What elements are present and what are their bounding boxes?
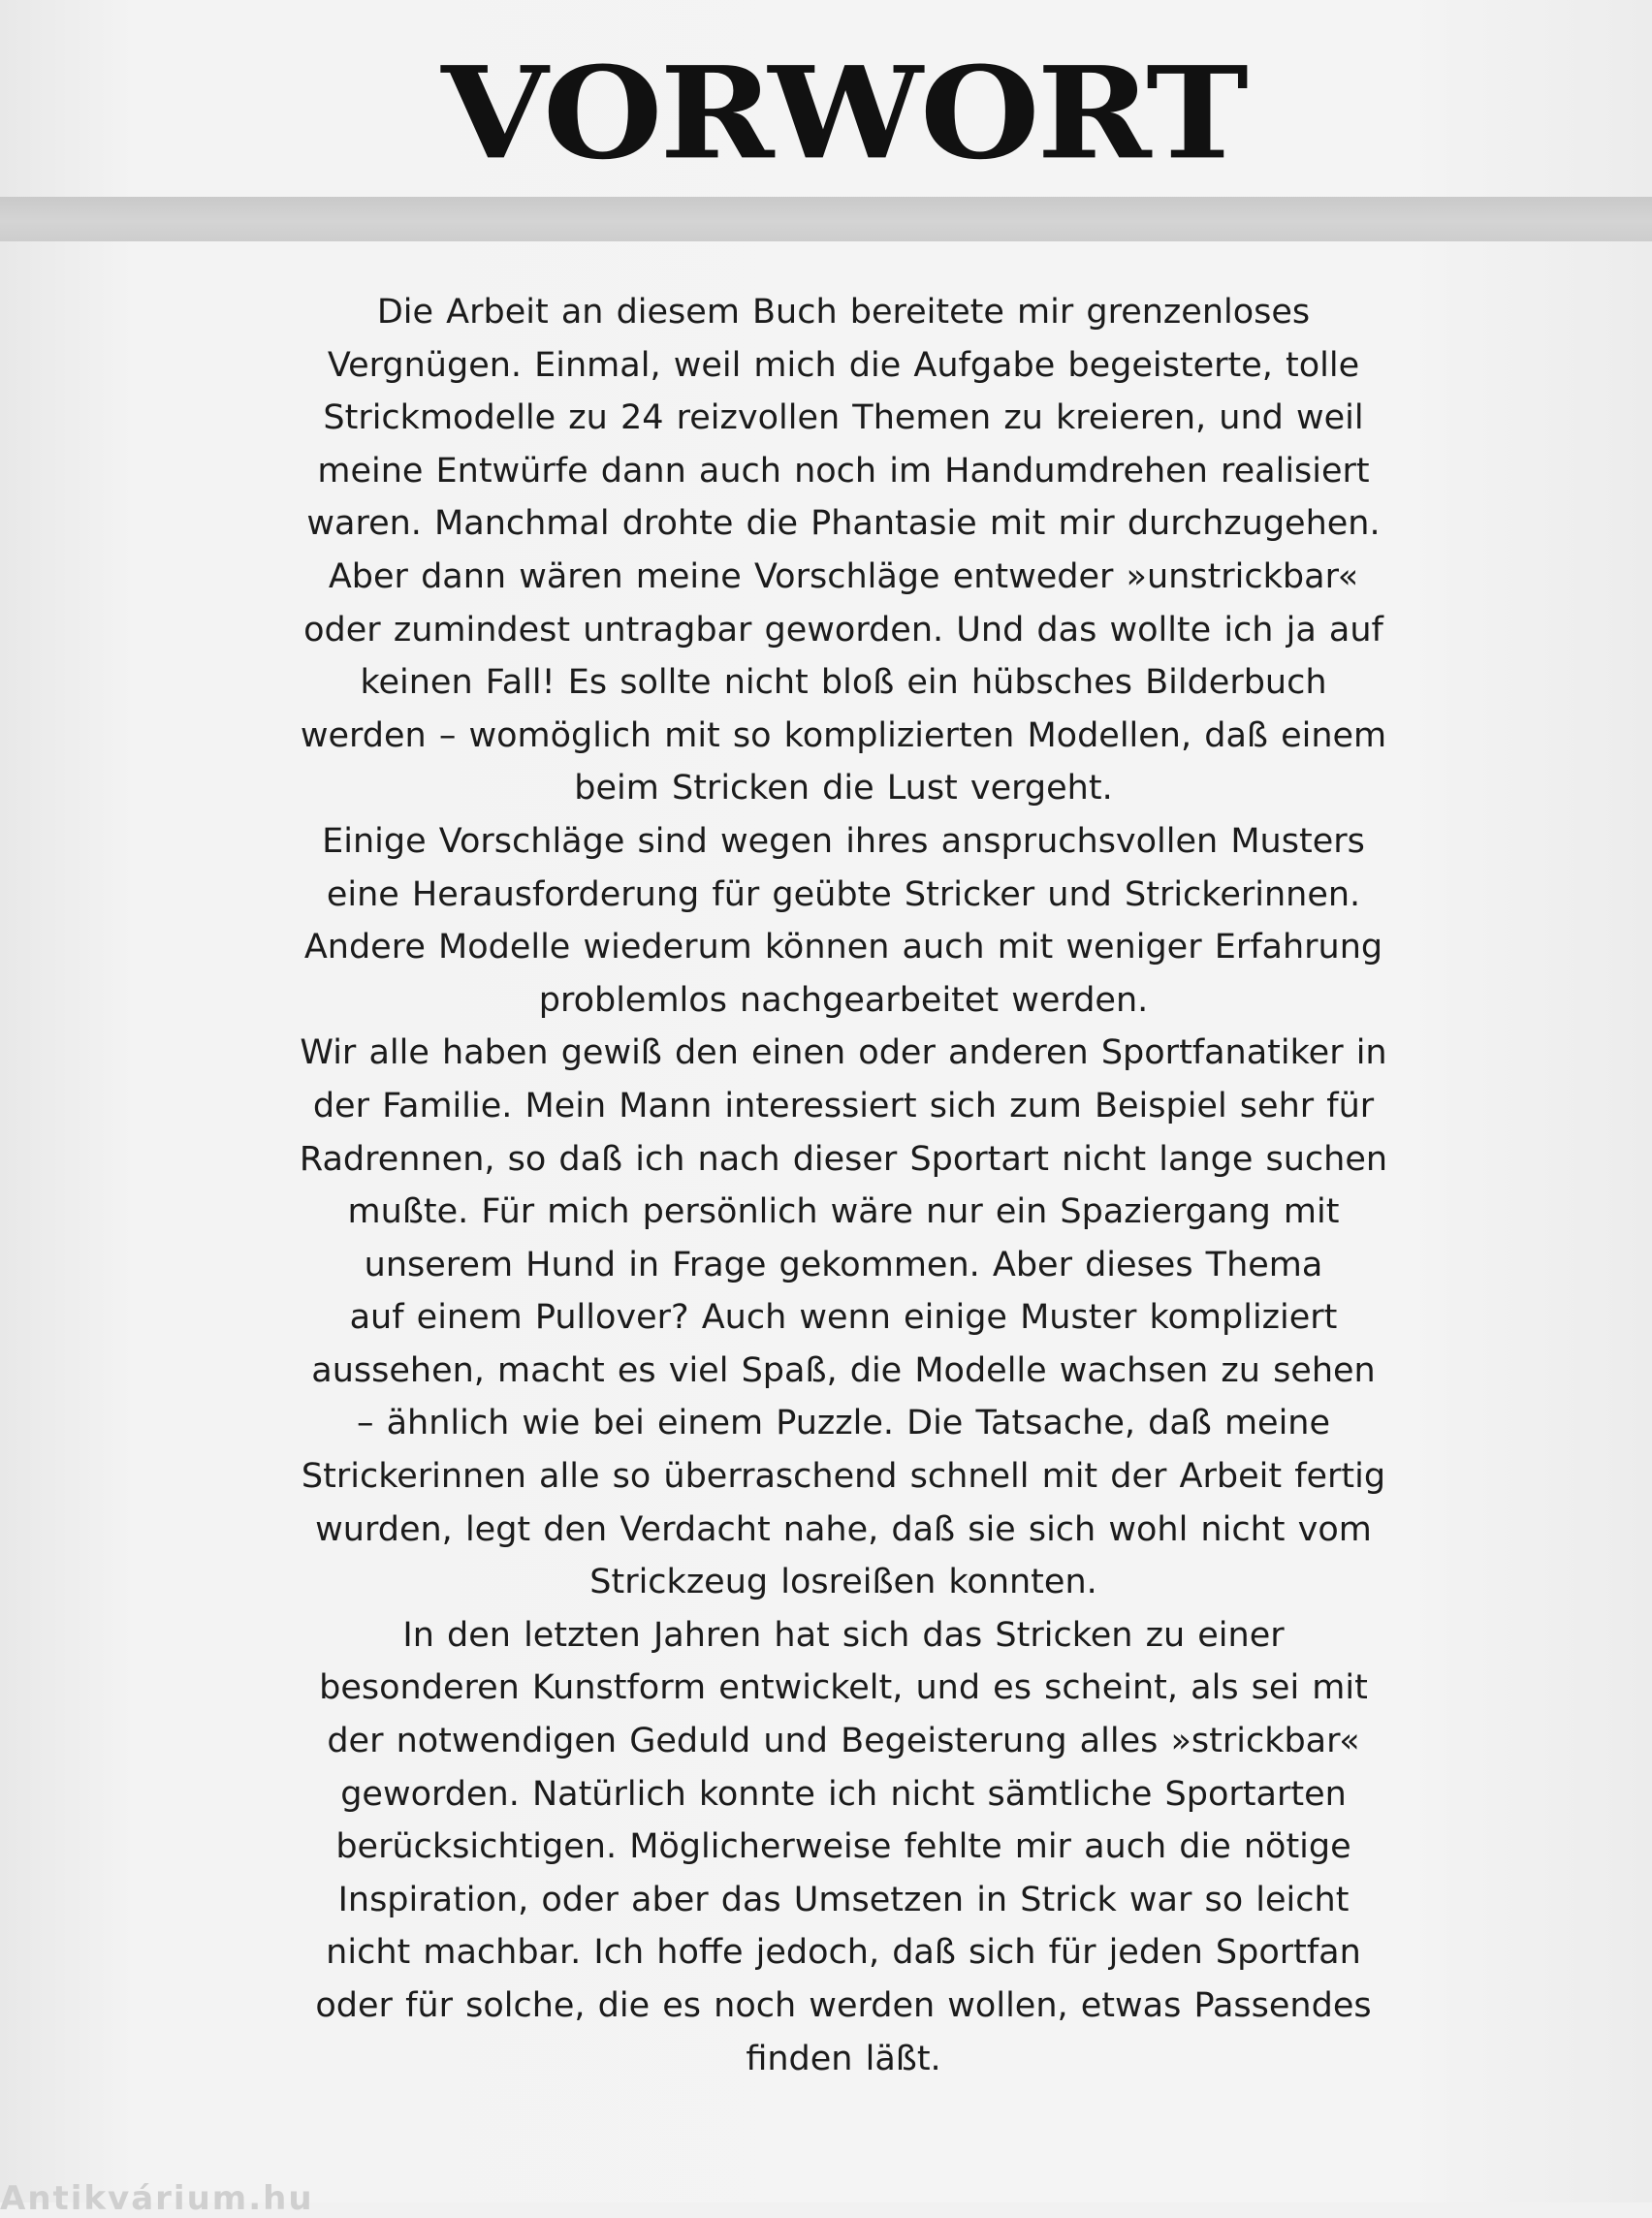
text-line: In den letzten Jahren hat sich das Stricken zu einer	[402, 1615, 1285, 1655]
text-line: der notwendigen Geduld und Begeisterung alles »strickbar«	[327, 1722, 1360, 1761]
text-line: beim Stricken die Lust vergeht.	[574, 769, 1113, 808]
page-title: VORWORT	[441, 39, 1246, 188]
watermark: Antikvárium.hu	[0, 2179, 314, 2218]
text-line: besonderen Kunstform entwickelt, und es scheint, als sei mit	[319, 1668, 1368, 1708]
text-line: Die Arbeit an diesem Buch bereitete mir grenzenloses	[376, 293, 1311, 332]
text-line: problemlos nachgearbeitet werden.	[538, 980, 1149, 1020]
text-line: – ähnlich wie bei einem Puzzle. Die Tatsache, daß meine	[356, 1404, 1331, 1443]
text-line: eine Herausforderung für geübte Stricker und Strickerinnen.	[326, 874, 1361, 914]
text-line: Inspiration, oder aber das Umsetzen in Strick war so leicht	[337, 1880, 1350, 1919]
text-line: Radrennen, so daß ich nach dieser Sportart nicht lange suchen	[299, 1139, 1388, 1179]
text-line: werden – womöglich mit so komplizierten Modellen, daß einem	[300, 715, 1387, 755]
text-line: Strickzeug losreißen konnten.	[589, 1563, 1097, 1602]
text-line: wurden, legt den Verdacht nahe, daß sie sich wohl nicht vom	[315, 1509, 1372, 1549]
text-line: Wir alle haben gewiß den einen oder anderen Sportfanatiker in	[300, 1033, 1387, 1073]
text-line: der Familie. Mein Mann interessiert sich zum Beispiel sehr für	[312, 1086, 1375, 1125]
text-line: auf einem Pullover? Auch wenn einige Muster kompliziert	[349, 1298, 1338, 1338]
text-line: nicht machbar. Ich hoffe jedoch, daß sich für jeden Sportfan	[326, 1933, 1361, 1973]
text-line: unserem Hund in Frage gekommen. Aber dieses Thema	[364, 1245, 1323, 1284]
text-line: Einige Vorschläge sind wegen ihres anspruchsvollen Musters	[322, 821, 1365, 861]
text-line: oder zumindest untragbar geworden. Und das wollte ich ja auf	[303, 610, 1383, 650]
text-line: Aber dann wären meine Vorschläge entweder »unstrickbar«	[328, 556, 1359, 596]
text-line: aussehen, macht es viel Spaß, die Modelle wachsen zu sehen	[311, 1350, 1376, 1390]
text-line: Vergnügen. Einmal, weil mich die Aufgabe begeisterte, tolle	[327, 345, 1360, 385]
text-line: Strickerinnen alle so überraschend schnell mit der Arbeit fertig	[301, 1457, 1386, 1497]
header-rule-bar	[0, 197, 1652, 241]
text-line: Strickmodelle zu 24 reizvollen Themen zu kreieren, und weil	[323, 398, 1364, 438]
foreword-text	[281, 286, 1406, 2085]
text-line: waren. Manchmal drohte die Phantasie mit mir durchzugehen.	[306, 504, 1381, 544]
text-line: keinen Fall! Es sollte nicht bloß ein hübsches Bilderbuch	[360, 663, 1327, 703]
text-line: mußte. Für mich persönlich wäre nur ein Spaziergang mit	[347, 1192, 1340, 1232]
text-line: oder für solche, die es noch werden wollen, etwas Passendes	[315, 1986, 1372, 2025]
text-line: berücksichtigen. Möglicherweise fehlte mir auch die nötige	[335, 1827, 1351, 1867]
text-line: meine Entwürfe dann auch noch im Handumdrehen realisiert	[317, 451, 1370, 491]
text-line: finden läßt.	[746, 2039, 941, 2078]
text-line: geworden. Natürlich konnte ich nicht sämtliche Sportarten	[340, 1774, 1347, 1814]
text-line: Andere Modelle wiederum können auch mit weniger Erfahrung	[303, 928, 1383, 967]
